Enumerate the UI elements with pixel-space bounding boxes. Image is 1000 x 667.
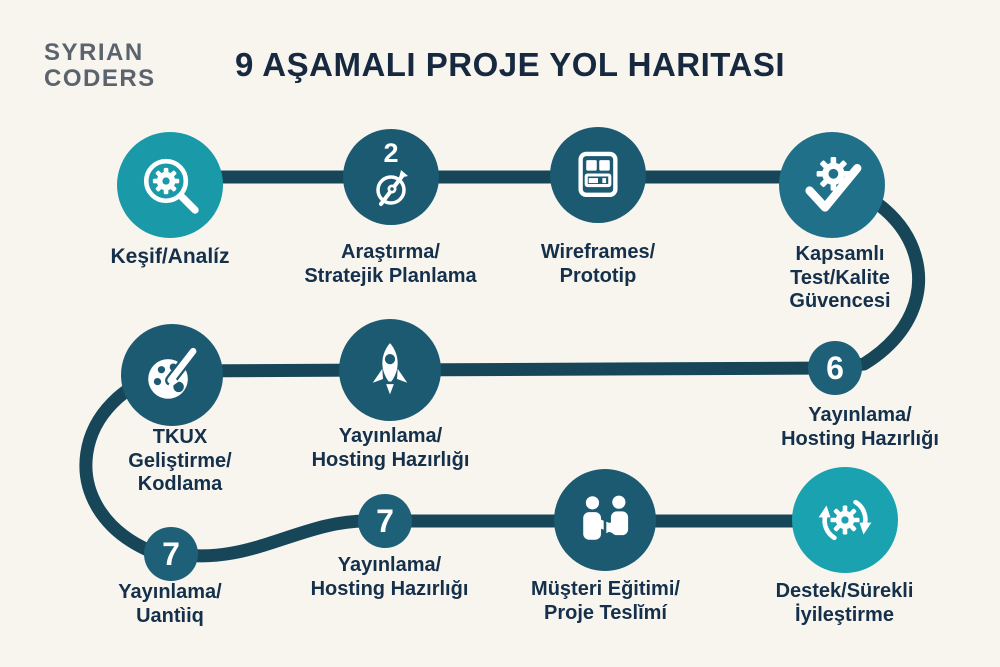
stage-label-test-kalite: Kapsamlı Test/Kalite Güvencesi: [789, 243, 891, 313]
stage-circle-destek: [792, 467, 898, 573]
gear-check-icon: [797, 150, 867, 220]
stage-number: 2: [383, 138, 399, 168]
stage-label-kesif-analiz: Keşif/Analíz: [110, 245, 230, 268]
stage-circle-kesif-analiz: [117, 132, 223, 238]
stage-number: 6: [826, 350, 844, 386]
stage-label-wireframes: Wireframes/ Prototip: [540, 241, 656, 287]
logo-line1: SYRIAN: [44, 39, 144, 66]
stage-circle-7b: [358, 494, 412, 548]
stage-circle-wireframes: [550, 127, 646, 223]
stage-circle-6: [808, 341, 862, 395]
handshake-icon: [572, 487, 638, 553]
stage-label-yayinlama-6: Yayınlama/ Hosting Hazırlığı: [781, 404, 939, 450]
stage-number: 7: [162, 536, 180, 572]
palette-icon: [139, 342, 205, 408]
stage-label-yayinlama-7b: Yayınlama/ Hosting Hazırlığı: [310, 554, 469, 600]
stage-circle-tkux: [121, 324, 223, 426]
stage-label-destek: Destek/Sürekli İyileştirme: [775, 580, 914, 626]
page-title: 9 AŞAMALI PROJE YOL HARITASI: [234, 46, 786, 83]
magnifier-gear-icon: [137, 152, 203, 218]
compass-icon: [366, 164, 416, 214]
stage-circle-test-kalite: [779, 132, 885, 238]
stage-label-yayinlama-rocket: Yayınlama/ Hosting Hazırlığı: [311, 425, 470, 471]
stage-circle-7a: [144, 527, 198, 581]
stage-number: 7: [376, 503, 394, 539]
stage-label-tkux: TKUX Geliştirme/ Kodlama: [128, 426, 232, 496]
stage-label-musteri: Müşteri Eğitimi/ Proje Teslĭmí: [531, 578, 680, 624]
stage-circle-arastirma: [343, 129, 439, 225]
stage-label-yayinlama-7a: Yayınlama/ Uantìiq: [118, 581, 222, 627]
stage-circle-rocket: [339, 319, 441, 421]
sync-gear-icon: [812, 487, 878, 553]
logo: [44, 40, 156, 93]
logo-line2: CODERS: [44, 65, 156, 93]
wireframe-icon: [567, 144, 629, 206]
stage-label-arastirma: Araştırma/ Stratejik Planlama: [304, 241, 477, 287]
stage-circle-musteri: [554, 469, 656, 571]
rocket-icon: [358, 338, 422, 402]
